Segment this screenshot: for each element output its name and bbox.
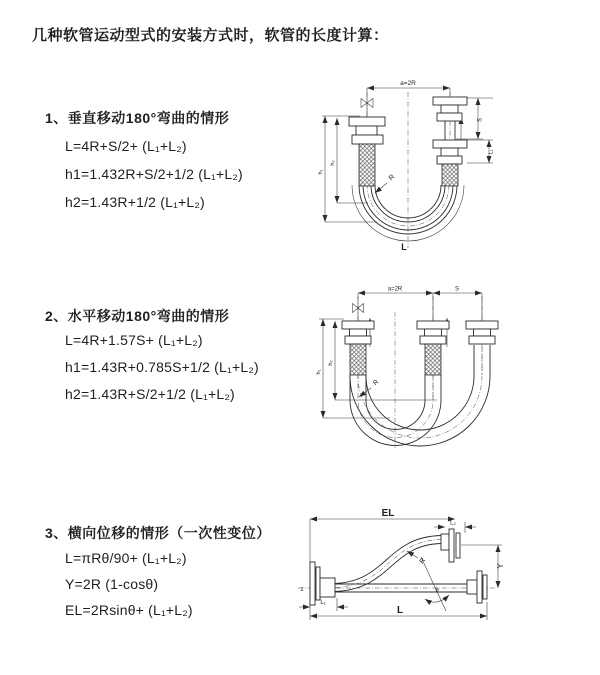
braid-section	[350, 344, 366, 375]
radius-label: R	[418, 556, 428, 566]
length-label: L	[401, 242, 407, 252]
upper-flange	[441, 529, 460, 562]
left-flange	[310, 562, 335, 605]
dim-labels	[318, 80, 495, 252]
section-3-heading: 3、横向位移的情形（一次性变位）	[45, 525, 271, 541]
dim-label-l1: L₁	[320, 600, 326, 606]
braid-section	[425, 344, 441, 375]
hose-arcs	[352, 185, 464, 241]
dim-label-h1: h₁	[316, 369, 322, 375]
dim-label-h1: h₁	[318, 169, 324, 175]
radius-label: R	[387, 173, 397, 183]
dim-label-h2: h₂	[330, 160, 336, 166]
section-3-formula-Y: Y=2R (1-cosθ)	[65, 576, 159, 592]
dimension-lines	[319, 293, 482, 418]
dim-labels	[301, 508, 506, 616]
angle-annotation	[407, 551, 449, 611]
dim-label-y: Y	[496, 563, 505, 569]
section-2-heading: 2、水平移动180°弯曲的情形	[45, 308, 230, 324]
diagram-vertical-180-bend	[315, 75, 500, 257]
radius-label: R	[371, 378, 381, 388]
dim-label-s: S	[454, 286, 460, 293]
dim-label-el: EL	[381, 508, 395, 519]
dim-label-l: L	[396, 605, 404, 616]
braid-section	[359, 144, 375, 186]
left-fitting	[349, 117, 385, 186]
dimension-lines	[322, 88, 493, 222]
middle-fitting	[417, 321, 449, 375]
section-2-formula-h1: h1=1.43R+0.785S+1/2 (L₁+L₂)	[65, 359, 259, 375]
dim-label-a2r: a=2R	[400, 80, 416, 87]
section-3-formula-L: L=πRθ/90+ (L₁+L₂)	[65, 550, 187, 566]
radius-leader	[375, 183, 387, 193]
dim-label-l1: L₁	[488, 149, 495, 155]
left-fitting	[342, 321, 374, 375]
right-flange	[467, 571, 487, 603]
section-3-formula-EL: EL=2Rsinθ+ (L₁+L₂)	[65, 602, 193, 618]
dim-label-l2: L₂	[450, 520, 456, 527]
dim-label-s: S	[477, 117, 484, 123]
section-1-formula-h2: h2=1.43R+1/2 (L₁+L₂)	[65, 194, 205, 210]
section-1-formula-h1: h1=1.432R+S/2+1/2 (L₁+L₂)	[65, 166, 243, 182]
diagram-lateral-displacement	[296, 505, 508, 643]
dim-label-h2: h₂	[328, 360, 334, 366]
weld-mark-label: z	[300, 587, 304, 593]
centerlines	[358, 296, 482, 448]
section-2-formula-L: L=4R+1.57S+ (L₁+L₂)	[65, 332, 203, 348]
section-2-formula-h2: h2=1.43R+S/2+1/2 (L₁+L₂)	[65, 386, 235, 402]
dim-label-a2r: a=2R	[387, 286, 403, 293]
section-1-heading: 1、垂直移动180°弯曲的情形	[45, 110, 230, 126]
diagram-horizontal-180-bend	[312, 283, 502, 455]
hose-arcs	[350, 345, 490, 446]
right-fitting	[433, 97, 467, 186]
theta-label: θ	[435, 588, 439, 594]
page-title: 几种软管运动型式的安装方式时，软管的长度计算：	[32, 27, 389, 44]
section-1-formula-L: L=4R+S/2+ (L₁+L₂)	[65, 138, 187, 154]
braid-section	[442, 164, 458, 186]
right-fitting	[466, 321, 498, 344]
radius-leader	[407, 551, 418, 558]
